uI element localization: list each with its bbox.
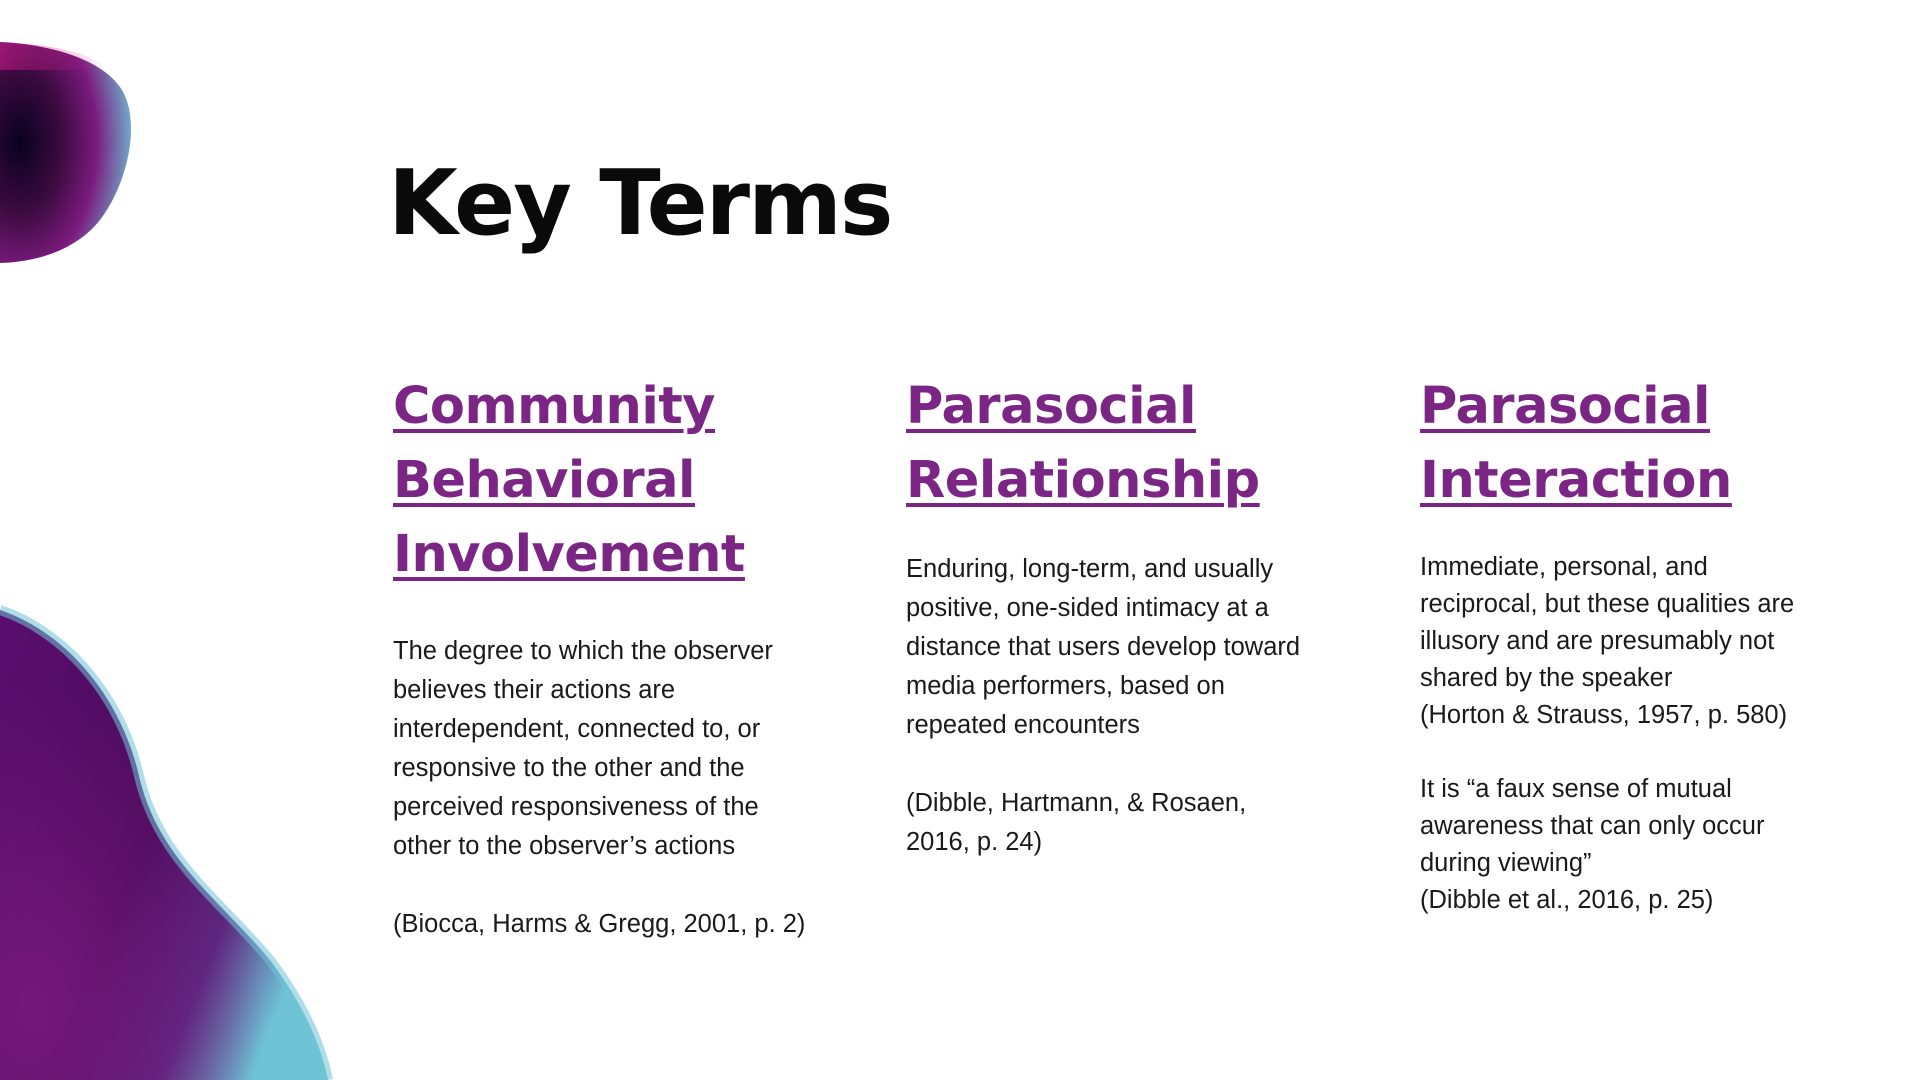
term-heading-link[interactable] [1420,377,1732,510]
term-citation-line: (Dibble, Hartmann, & Rosaen, [906,789,1247,817]
term-heading[interactable] [1420,370,1820,518]
term-definition: Enduring, long-term, and usually positive, one-sided intimacy at a distance that users develop toward media performers, based on repeated encounters [906,555,1301,739]
term-heading-line: Behavioral [393,451,695,510]
term-quote: It is “a faux sense of mutual awareness that can only occur during viewing” [1420,775,1765,877]
slide-title: Key Terms [388,151,892,256]
term-heading[interactable] [906,370,1326,518]
term-heading[interactable] [393,370,813,592]
term-heading-line: Parasocial [1420,377,1710,436]
term-heading-line: Parasocial [906,377,1196,436]
decorative-blob-top [0,0,140,280]
term-citation: (Horton & Strauss, 1957, p. 580) [1420,701,1788,729]
term-heading-line: Interaction [1420,451,1732,510]
decorative-blob-bottom [0,600,340,1080]
term-heading-link[interactable] [906,377,1260,510]
term-quote-citation: (Dibble et al., 2016, p. 25) [1420,886,1714,914]
term-heading-line: Community [393,377,715,436]
term-parasocial-interaction [1420,370,1820,919]
term-citation: (Biocca, Harms & Gregg, 2001, p. 2) [393,910,806,938]
term-definition: The degree to which the observer believes their actions are interdependent, connected to, or responsive to the other and the perceived responsiveness of the other to the observer’s actions [393,637,773,860]
term-heading-line: Involvement [393,525,745,584]
term-definition: Immediate, personal, and reciprocal, but these qualities are illusory and are presumably not shared by the speaker [1420,553,1795,692]
term-citation-line: 2016, p. 24) [906,828,1043,856]
term-heading-link[interactable] [393,377,745,584]
term-citation [906,784,1326,862]
term-community-behavioral-involvement [393,370,813,944]
term-parasocial-relationship [906,370,1326,862]
term-heading-line: Relationship [906,451,1260,510]
